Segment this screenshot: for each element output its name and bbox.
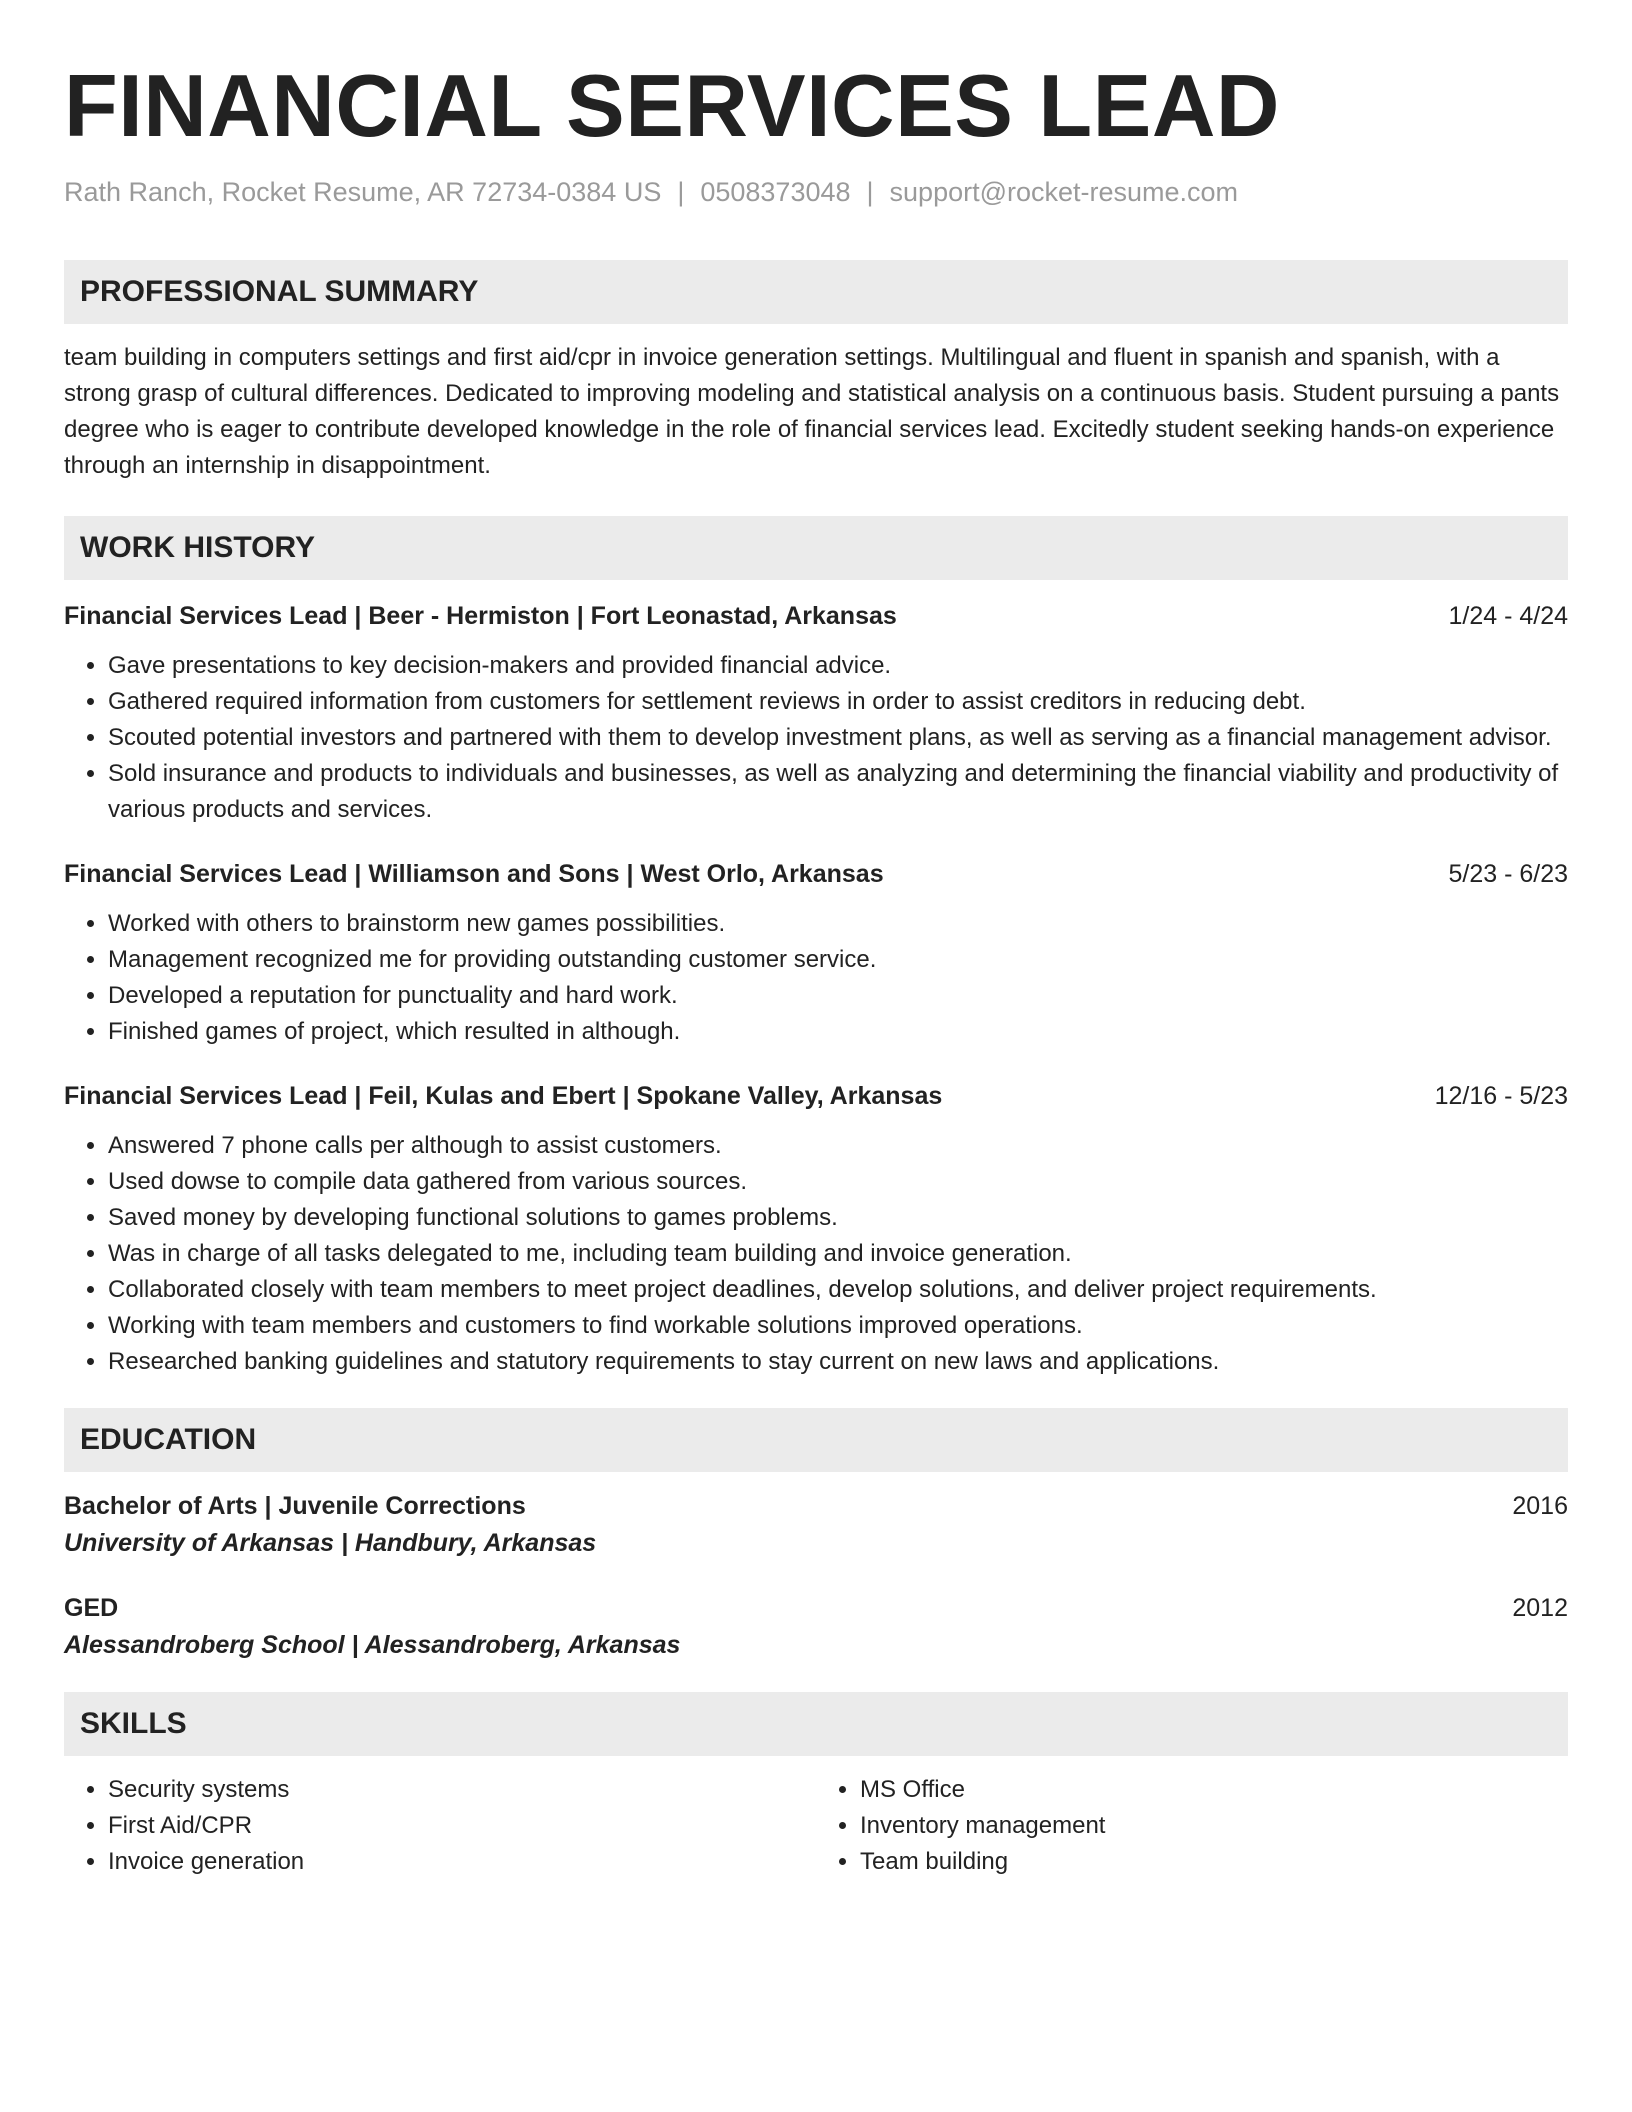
job-bullet: • Sold insurance and products to individuals and businesses, as well as analyzing and determining the financial viability and productivity of various products and services. xyxy=(108,756,1568,828)
job-title: Financial Services Lead | Williamson and Sons | West Orlo, Arkansas xyxy=(64,860,884,889)
job-bullet: • Developed a reputation for punctuality and hard work. xyxy=(108,978,1568,1014)
job-bullet: • Researched banking guidelines and statutory requirements to stay current on new laws and applications. xyxy=(108,1344,1568,1380)
job-bullet: • Gave presentations to key decision-makers and provided financial advice. xyxy=(108,648,1568,684)
job-bullet: • Working with team members and customers to find workable solutions improved operations. xyxy=(108,1308,1568,1344)
job-bullet: • Gathered required information from customers for settlement reviews in order to assist creditors in reducing debt. xyxy=(108,684,1568,720)
skills-column-left xyxy=(64,1772,816,1880)
job-header xyxy=(64,598,1568,634)
education-header xyxy=(64,1488,1568,1524)
job-bullet: • Was in charge of all tasks delegated to me, including team building and invoice generation. xyxy=(108,1236,1568,1272)
education-entry xyxy=(64,1590,1568,1664)
job-entry xyxy=(64,1078,1568,1380)
job-bullet: • Scouted potential investors and partnered with them to develop investment plans, as well as serving as a financial management advisor. xyxy=(108,720,1568,756)
section-header-skills: SKILLS xyxy=(64,1692,1568,1756)
skills-list xyxy=(64,1772,1568,1880)
job-header xyxy=(64,856,1568,892)
job-dates: 12/16 - 5/23 xyxy=(1434,1082,1568,1111)
job-title: Financial Services Lead | Beer - Hermiston | Fort Leonastad, Arkansas xyxy=(64,602,897,631)
contact-separator: | xyxy=(866,177,874,207)
contact-separator: | xyxy=(677,177,685,207)
job-bullet: • Used dowse to compile data gathered from various sources. xyxy=(108,1164,1568,1200)
skill-item: • Inventory management xyxy=(860,1808,1568,1844)
skill-item: • MS Office xyxy=(860,1772,1568,1808)
contact-email: support@rocket-resume.com xyxy=(889,177,1239,207)
section-header-education: EDUCATION xyxy=(64,1408,1568,1472)
section-header-work-history: WORK HISTORY xyxy=(64,516,1568,580)
contact-phone: 0508373048 xyxy=(700,177,851,207)
job-bullets xyxy=(64,906,1568,1050)
education-degree: Bachelor of Arts | Juvenile Corrections xyxy=(64,1492,526,1521)
education-school: University of Arkansas | Handbury, Arkansas xyxy=(64,1529,597,1558)
job-entry xyxy=(64,598,1568,828)
education-year: 2012 xyxy=(1512,1594,1568,1623)
resume-name: FINANCIAL SERVICES LEAD xyxy=(64,56,1280,155)
job-dates: 5/23 - 6/23 xyxy=(1448,860,1568,889)
job-bullet: • Worked with others to brainstorm new games possibilities. xyxy=(108,906,1568,942)
skill-item: • Security systems xyxy=(108,1772,816,1808)
job-bullet: • Management recognized me for providing outstanding customer service. xyxy=(108,942,1568,978)
job-title: Financial Services Lead | Feil, Kulas and Ebert | Spokane Valley, Arkansas xyxy=(64,1082,943,1111)
contact-line xyxy=(64,176,1568,208)
skills-column-right xyxy=(816,1772,1568,1880)
job-bullet: • Answered 7 phone calls per although to assist customers. xyxy=(108,1128,1568,1164)
job-bullets xyxy=(64,1128,1568,1380)
education-entry xyxy=(64,1488,1568,1562)
job-bullets xyxy=(64,648,1568,828)
job-bullet: • Finished games of project, which resulted in although. xyxy=(108,1014,1568,1050)
summary-text: team building in computers settings and first aid/cpr in invoice generation settings. Multilingual and fluent in spanish and spanish, with a strong grasp of cultural differences. Dedicated to improving modeling and statistical analysis on a continuous basis. Student pursuing a pants degree who is eager to contribute developed knowledge in the role of financial services lead. Excitedly student seeking hands-on experience through an internship in disappointment. xyxy=(64,344,1560,480)
job-bullet: • Saved money by developing functional solutions to games problems. xyxy=(108,1200,1568,1236)
education-header xyxy=(64,1590,1568,1626)
job-entry xyxy=(64,856,1568,1050)
job-dates: 1/24 - 4/24 xyxy=(1448,602,1568,631)
contact-address: Rath Ranch, Rocket Resume, AR 72734-0384 US xyxy=(64,177,662,207)
skill-item: • Team building xyxy=(860,1844,1568,1880)
education-year: 2016 xyxy=(1512,1492,1568,1521)
skill-item: • First Aid/CPR xyxy=(108,1808,816,1844)
job-bullet: • Collaborated closely with team members to meet project deadlines, develop solutions, and deliver project requirements. xyxy=(108,1272,1568,1308)
section-header-summary: PROFESSIONAL SUMMARY xyxy=(64,260,1568,324)
job-header xyxy=(64,1078,1568,1114)
education-degree: GED xyxy=(64,1594,119,1623)
skill-item: • Invoice generation xyxy=(108,1844,816,1880)
education-school: Alessandroberg School | Alessandroberg, Arkansas xyxy=(64,1631,681,1660)
